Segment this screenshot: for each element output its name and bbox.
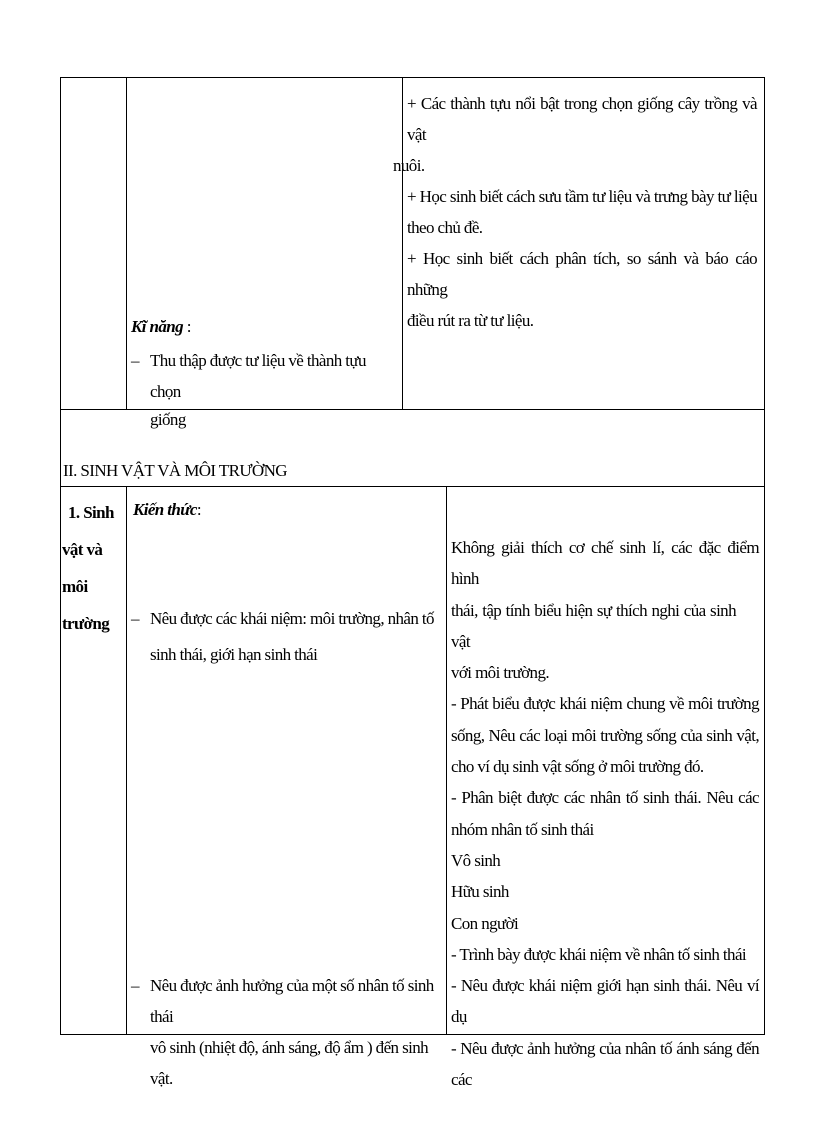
note-line: với môi trường. <box>451 663 549 683</box>
top-table-left-border <box>60 77 61 409</box>
note-line: nhóm nhân tố sinh thái <box>451 819 594 839</box>
note-line: - Nêu được khái niệm giới hạn sinh thái. Nêu ví dụ <box>451 976 759 1027</box>
section-left-border <box>60 409 61 486</box>
note-line: - Nêu được ảnh hưởng của nhân tố ánh sáng đến các <box>451 1038 759 1090</box>
notes-cell <box>451 532 759 1095</box>
note-line: - Phát biểu được khái niệm chung về môi trường <box>451 694 759 714</box>
section-heading: II. SINH VẬT VÀ MÔI TRƯỜNG <box>63 461 287 480</box>
content-line: nuôi. <box>393 156 425 175</box>
top-table-col2-divider <box>402 77 403 409</box>
knowledge-item: Nêu được ảnh hưởng của một số nhân tố sinh thái vô sinh (nhiệt độ, ánh sáng, độ ẩm ) đến sinh vật. <box>150 976 434 1088</box>
top-table-right-border <box>764 77 765 409</box>
skills-heading: Kĩ năng : <box>131 317 191 336</box>
content-line: điều rút ra từ tư liệu. <box>407 311 534 330</box>
knowledge-item: Nêu được các khái niệm: môi trường, nhân tố sinh thái, giới hạn sinh thái <box>150 609 434 664</box>
note-line: Không giải thích cơ chế sinh lí, các đặc điểm hình <box>451 538 759 589</box>
skills-item: Thu thập được tư liệu về thành tựu chọn giống <box>150 351 366 429</box>
content-line: + Học sinh biết cách phân tích, so sánh và báo cáo những <box>407 249 757 299</box>
top-table-top-border <box>60 77 765 78</box>
knowledge-heading: Kiến thức: <box>133 500 201 519</box>
top-table-col1-divider <box>126 77 127 409</box>
note-line: thái, tập tính biểu hiện sự thích nghi của sinh vật <box>451 600 736 651</box>
note-line: - Phân biệt được các nhân tố sinh thái. Nêu các <box>451 788 759 808</box>
note-line: - Trình bày được khái niệm về nhân tố sinh thái <box>451 944 747 964</box>
bottom-table-col2-divider <box>446 486 447 1035</box>
note-line: cho ví dụ sinh vật sống ở môi trường đó. <box>451 757 704 777</box>
skills-bullet-dash: – <box>131 351 140 370</box>
content-line: + Học sinh biết cách sưu tầm tư liệu và trưng bày tư liệu <box>407 187 757 206</box>
note-line: Vô sinh <box>451 850 501 870</box>
knowledge-bullet-dash: – <box>131 609 140 628</box>
knowledge-bullet-dash: – <box>131 976 140 995</box>
top-right-cell <box>393 88 757 336</box>
note-line: Con người <box>451 913 519 933</box>
bottom-table-left-border <box>60 486 61 1035</box>
content-line: theo chủ đề. <box>407 218 483 237</box>
content-line: + Các thành tựu nổi bật trong chọn giống cây trồng và vật <box>407 94 757 144</box>
bottom-table-top-border <box>60 486 765 487</box>
section-right-border <box>764 409 765 486</box>
note-line: sống, Nêu các loại môi trường sống của sinh vật, <box>451 725 759 745</box>
topic-cell: 1. Sinh vật và môi trường <box>62 503 114 633</box>
bottom-table-right-border <box>764 486 765 1035</box>
note-line: Hữu sinh <box>451 882 509 902</box>
bottom-table-col1-divider <box>126 486 127 1035</box>
